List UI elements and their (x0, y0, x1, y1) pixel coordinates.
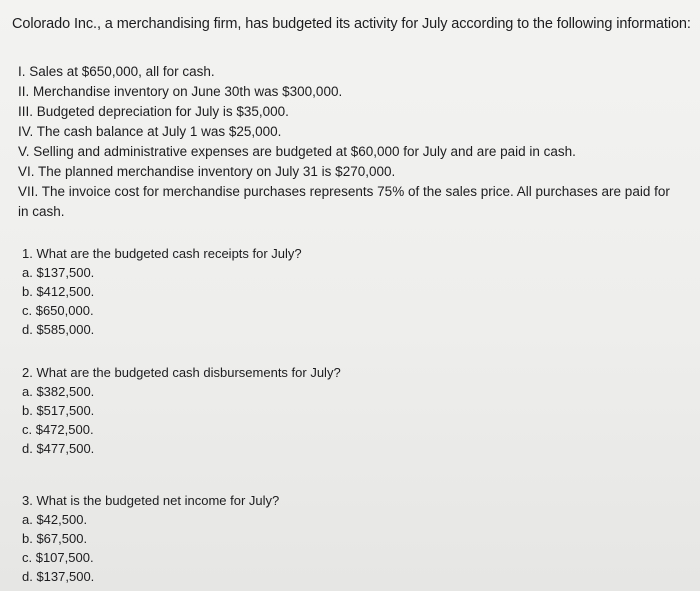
problem-title: Colorado Inc., a merchandising firm, has budgeted its activity for July according to the following information: (12, 16, 691, 32)
fact-item: VI. The planned merchandise inventory on July 31 is $270,000. (18, 164, 396, 179)
answer-option: b. $412,500. (22, 284, 95, 299)
answer-option: d. $137,500. (22, 569, 95, 584)
facts-list (18, 62, 678, 222)
fact-item: III. Budgeted depreciation for July is $35,000. (18, 104, 289, 119)
question-1 (22, 244, 302, 339)
question-text: 2. What are the budgeted cash disbursements for July? (22, 365, 341, 380)
answer-option: a. $382,500. (22, 384, 95, 399)
answer-option: d. $585,000. (22, 322, 95, 337)
answer-option: b. $517,500. (22, 403, 95, 418)
fact-item: II. Merchandise inventory on June 30th was $300,000. (18, 84, 343, 99)
answer-option: c. $107,500. (22, 550, 94, 565)
fact-item: IV. The cash balance at July 1 was $25,000. (18, 124, 282, 139)
answer-option: c. $650,000. (22, 303, 94, 318)
answer-option: c. $472,500. (22, 422, 94, 437)
fact-item: V. Selling and administrative expenses are budgeted at $60,000 for July and are paid in cash. (18, 144, 576, 159)
answer-option: b. $67,500. (22, 531, 88, 546)
fact-item: I. Sales at $650,000, all for cash. (18, 64, 215, 79)
answer-option: a. $137,500. (22, 265, 95, 280)
question-text: 1. What are the budgeted cash receipts for July? (22, 246, 302, 261)
fact-item: VII. The invoice cost for merchandise purchases represents 75% of the sales price. All purchases are paid for in cash. (18, 184, 670, 219)
answer-option: d. $477,500. (22, 441, 95, 456)
question-3 (22, 491, 279, 586)
question-text: 3. What is the budgeted net income for July? (22, 493, 280, 508)
question-2 (22, 363, 341, 458)
answer-option: a. $42,500. (22, 512, 88, 527)
